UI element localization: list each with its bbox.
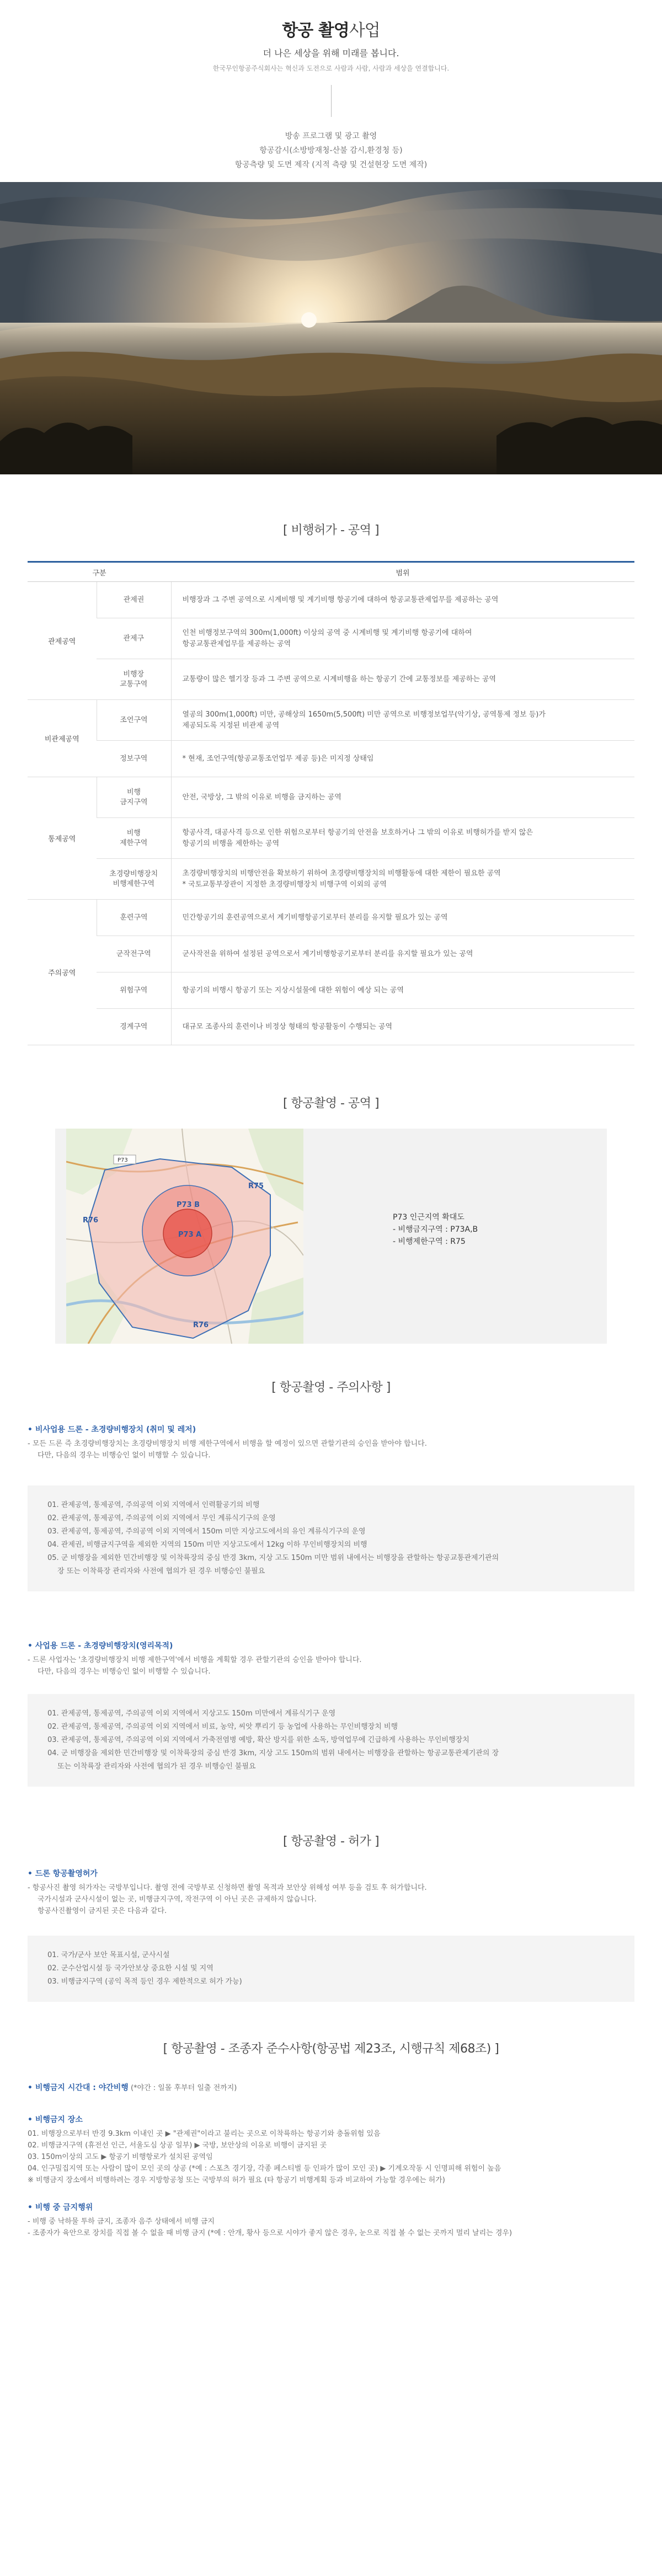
airspace-description: 군사작전을 위하여 설정된 공역으로서 계기비행항공기로부터 분리를 유지할 필요가 있는 공역 — [171, 936, 634, 972]
table-row — [28, 777, 634, 818]
list-item: 02. 관제공역, 통제공역, 주의공역 이외 지역에서 무인 계류식기구의 운영 — [47, 1514, 276, 1522]
commercial-exceptions-box — [28, 1694, 634, 1787]
map-label-p73b: P73 B — [177, 1201, 200, 1209]
airspace-subtype: 위험구역 — [97, 972, 171, 1009]
airspace-description: 초경량비행장치의 비행안전을 확보하기 위하여 초경량비행장치의 비행활동에 대한 제한이 필요한 공역 * 국토교통부장관이 지정한 초경량비행장치 비행구역 이외의 공역 — [171, 859, 634, 900]
noncommercial-drone-heading: • 비사업용 드론 - 초경량비행장치 (취미 및 레저) — [28, 1425, 196, 1434]
list-item: 03. 관제공역, 통제공역, 주의공역 이외 지역에서 가축전염병 예방, 확산 방지를 위한 소독, 방역업무에 긴급하게 사용하는 무인비행장치 — [47, 1736, 469, 1744]
airspace-subtype: 비행 금지구역 — [97, 777, 171, 818]
commercial-drone-text-2: 다만, 다음의 경우는 비행승인 없이 비행할 수 있습니다. — [38, 1668, 211, 1676]
list-item: 02. 비행금지구역 (휴전선 인근, 서울도심 상공 일부) ▶ 국방, 보안상의 이유로 비행이 금지된 곳 — [28, 2141, 327, 2150]
list-item: 04. 관제권, 비행금지구역을 제외한 지역의 150m 미만 지상고도에서 12kg 이하 무인비행장치의 비행 — [47, 1541, 367, 1549]
section-title-operator-rules: [ 항공촬영 - 조종자 준수사항(항공법 제23조, 시행규칙 제68조) ] — [163, 2042, 499, 2056]
airspace-subtype: 정보구역 — [97, 741, 171, 777]
map-label-r75: R75 — [248, 1182, 264, 1190]
airspace-table-wrapper — [28, 561, 634, 1045]
list-item: ※ 비행금지 장소에서 비행하려는 경우 지방항공청 또는 국방부의 허가 필요 (타 항공기 비행계획 등과 비교하여 가능할 경우에는 허가) — [28, 2176, 445, 2184]
commercial-drone-text-1: - 드론 사업자는 '초경량비행장치 비행 제한구역'에서 비행을 계획할 경우 관할기관의 승인을 받아야 합니다. — [28, 1656, 362, 1664]
list-item: 또는 이착륙장 관리자와 사전에 협의가 된 경우 비행승인 불필요 — [57, 1762, 256, 1771]
permission-heading: • 드론 항공촬영허가 — [28, 1869, 98, 1878]
prohibited-places-heading: • 비행금지 장소 — [28, 2115, 83, 2124]
list-item: 02. 군수산업시설 등 국가안보상 중요한 시설 및 지역 — [47, 1964, 213, 1973]
table-row — [28, 618, 634, 659]
section-title-precautions: [ 항공촬영 - 주의사항 ] — [271, 1381, 391, 1394]
airspace-description: 인천 비행정보구역의 300m(1,000ft) 이상의 공역 중 시계비행 및 계기비행 항공기에 대하여 항공교통관제업무를 제공하는 공역 — [171, 618, 634, 659]
airspace-description: 대규모 조종사의 훈련이나 비정상 형태의 항공활동이 수행되는 공역 — [171, 1009, 634, 1045]
landscape-photo — [0, 182, 662, 474]
permission-text-2: 국가시설과 군사시설이 없는 곳, 비행금지구역, 작전구역 이 아닌 곳은 규제하지 않습니다. — [38, 1895, 317, 1904]
operator-rules-block — [28, 2082, 634, 2239]
map-label-p73a: P73 A — [178, 1231, 202, 1239]
list-item: 04. 군 비행장을 제외한 민간비행장 및 이착륙장의 중심 반경 3km, 지상 고도 150m의 범위 내에서는 비행장을 관할하는 항공교통관제기관의 장 — [47, 1749, 499, 1757]
page-description: 한국무인항공주식회사는 혁신과 도전으로 사람과 사람, 사람과 세상을 연결합니다. — [212, 65, 450, 72]
table-row — [28, 700, 634, 741]
list-item: - 조종자가 육안으로 장치를 직접 볼 수 없을 때 비행 금지 (*예 : 안개, 황사 등으로 시야가 좋지 않은 경우, 눈으로 직접 볼 수 없는 곳까지 멀리 날리는 경우) — [28, 2229, 512, 2237]
airspace-subtype: 군작전구역 — [97, 936, 171, 972]
noncommercial-drone-text-2: 다만, 다음의 경우는 비행승인 없이 비행할 수 있습니다. — [38, 1451, 211, 1460]
airspace-description: 열공의 300m(1,000ft) 미만, 공해상의 1650m(5,500ft) 미만 공역으로 비행정보업무(악기상, 공역통제 정보 등)가 제공되도록 지정된 비관제 공역 — [171, 700, 634, 741]
noncommercial-drone-text-1: - 모든 드론 즉 초경량비행장치는 초경량비행장치 비행 제한구역에서 비행을 할 예정이 있으면 관할기관의 승인을 받아야 합니다. — [28, 1440, 427, 1448]
header-divider — [331, 85, 332, 117]
table-row — [28, 900, 634, 936]
list-item: 01. 관제공역, 통제공역, 주의공역 이외 지역에서 인력활공기의 비행 — [47, 1501, 260, 1509]
airspace-category: 통제공역 — [28, 777, 97, 900]
list-item: 05. 군 비행장을 제외한 민간비행장 및 이착륙장의 중심 반경 3km, 지상 고도 150m 미만 범위 내에서는 비행장을 관할하는 항공교통관제기관의 — [47, 1554, 499, 1562]
list-item: 01. 국가/군사 보안 목표시설, 군사시설 — [47, 1951, 170, 1959]
page-title-light: 사업 — [349, 21, 380, 40]
map-legend-restricted: - 비행제한구역 : R75 — [393, 1237, 466, 1246]
table-row — [28, 859, 634, 900]
permission-text-1: - 항공사진 촬영 허가자는 국방부입니다. 촬영 전에 국방부로 신청하면 촬영 목적과 보안상 위해성 여부 등을 검토 후 허가합니다. — [28, 1884, 427, 1892]
table-row — [28, 818, 634, 859]
permission-text-3: 항공사진촬영이 금지된 곳은 다음과 같다. — [38, 1907, 167, 1915]
in-flight-prohibitions-heading: • 비행 중 금지행위 — [28, 2203, 93, 2212]
airspace-subtype: 초경량비행장치 비행제한구역 — [97, 859, 171, 900]
permission-block — [28, 1868, 634, 2002]
airspace-category: 비관제공역 — [28, 700, 97, 777]
table-row — [28, 659, 634, 700]
table-row — [28, 741, 634, 777]
list-item: - 비행 중 낙하물 투하 금지, 조종자 음주 상태에서 비행 금지 — [28, 2217, 215, 2226]
list-item: 04. 인구밀집지역 또는 사람이 많이 모인 곳의 상공 (*예 : 스포츠 경기장, 각종 페스티벌 등 인파가 많이 모인 곳) ▶ 기계오작동 시 인명피해 위험이 높음 — [28, 2165, 501, 2173]
section-title-airspace: [ 비행허가 - 공역 ] — [282, 523, 380, 537]
list-item: 장 또는 이착륙장 관리자와 사전에 협의가 된 경우 비행승인 불필요 — [57, 1567, 265, 1575]
night-flight-heading: • 비행금지 시간대 : 야간비행 — [28, 2083, 129, 2092]
table-row — [28, 936, 634, 972]
airspace-description: 항공사격, 대공사격 등으로 인한 위험으로부터 항공기의 안전을 보호하거나 그 밖의 이유로 비행허가를 받지 않은 항공기의 비행을 제한하는 공역 — [171, 818, 634, 859]
table-row — [28, 582, 634, 618]
airspace-table-body — [28, 582, 634, 1045]
table-row — [28, 972, 634, 1009]
map-legend — [393, 1211, 478, 1248]
airspace-description: * 현재, 조언구역(항공교통조언업무 제공 등)은 미지정 상태임 — [171, 741, 634, 777]
map-label-r76-south: R76 — [193, 1321, 209, 1329]
map-legend-title: P73 인근지역 확대도 — [393, 1213, 465, 1222]
service-line-2: 항공감시(소방방재청-산불 감시,환경청 등) — [259, 146, 403, 155]
airspace-description: 민간항공기의 훈련공역으로서 계기비행항공기로부터 분리를 유지할 필요가 있는 공역 — [171, 900, 634, 936]
restricted-places-box — [28, 1936, 634, 2002]
map-legend-prohibited: - 비행금지구역 : P73A,B — [393, 1225, 478, 1234]
noncommercial-exceptions-box — [28, 1485, 634, 1591]
airspace-map-panel — [55, 1129, 607, 1344]
commercial-drone-heading: • 사업용 드론 - 초경량비행장치(영리목적) — [28, 1642, 173, 1650]
airspace-subtype: 경계구역 — [97, 1009, 171, 1045]
airspace-subtype: 비행 제한구역 — [97, 818, 171, 859]
service-line-3: 항공측량 및 도면 제작 (지적 측량 및 건설현장 도면 제작) — [234, 161, 428, 169]
page-subtitle: 더 나은 세상을 위해 미래를 봅니다. — [263, 48, 399, 58]
airspace-description: 교통량이 많은 헬기장 등과 그 주변 공역으로 시계비행을 하는 항공기 간에 교통정보를 제공하는 공역 — [171, 659, 634, 700]
list-item: 01. 관제공역, 통제공역, 주의공역 이외 지역에서 지상고도 150m 미만에서 계류식기구 운영 — [47, 1709, 336, 1718]
list-item: 02. 관제공역, 통제공역, 주의공역 이외 지역에서 비료, 농약, 씨앗 뿌리기 등 농업에 사용하는 무인비행장치 비행 — [47, 1723, 398, 1731]
airspace-category: 관제공역 — [28, 582, 97, 700]
service-line-1: 방송 프로그램 및 광고 촬영 — [285, 132, 377, 141]
airspace-subtype: 관제구 — [97, 618, 171, 659]
airspace-subtype: 관제권 — [97, 582, 171, 618]
page-title — [0, 17, 662, 41]
noncommercial-drone-block — [28, 1424, 634, 1591]
night-flight-note: (*야간 : 일몰 후부터 일출 전까지) — [130, 2084, 237, 2092]
airspace-description: 항공기의 비행시 항공기 또는 지상시설물에 대한 위험이 예상 되는 공역 — [171, 972, 634, 1009]
table-header-category: 구분 — [28, 562, 171, 582]
airspace-table — [28, 561, 634, 1045]
airspace-description: 안전, 국방상, 그 밖의 이유로 비행을 금지하는 공역 — [171, 777, 634, 818]
table-header-row — [28, 562, 634, 582]
map-label-p73: P73 — [118, 1157, 128, 1163]
commercial-drone-block — [28, 1640, 634, 1787]
airspace-map — [66, 1129, 303, 1344]
airspace-description: 비행장과 그 주변 공역으로 시계비행 및 계기비행 항공기에 대하여 항공교통관제업무를 제공하는 공역 — [171, 582, 634, 618]
airspace-subtype: 훈련구역 — [97, 900, 171, 936]
airspace-subtype: 조언구역 — [97, 700, 171, 741]
list-item: 03. 비행금지구역 (공익 목적 등인 경우 제한적으로 허가 가능) — [47, 1978, 242, 1986]
night-flight-rule — [28, 2082, 634, 2094]
intro-header — [0, 0, 662, 182]
page-title-bold: 항공 촬영 — [282, 21, 349, 40]
list-item: 03. 관제공역, 통제공역, 주의공역 이외 지역에서 150m 미만 지상고도에서의 유인 계류식기구의 운영 — [47, 1527, 366, 1536]
table-header-range: 범위 — [171, 562, 634, 582]
section-title-map: [ 항공촬영 - 공역 ] — [282, 1097, 380, 1110]
list-item: 03. 150m이상의 고도 ▶ 항공기 비행항로가 설치된 공역임 — [28, 2153, 213, 2161]
airspace-category: 주의공역 — [28, 900, 97, 1045]
airspace-subtype: 비행장 교통구역 — [97, 659, 171, 700]
table-row — [28, 1009, 634, 1045]
map-label-r76-west: R76 — [83, 1216, 99, 1225]
list-item: 01. 비행장으로부터 반경 9.3km 이내인 곳 ▶ "관제권"이라고 불리는 곳으로 이착륙하는 항공기와 충돌위험 있음 — [28, 2130, 381, 2138]
section-title-permission: [ 항공촬영 - 허가 ] — [282, 1835, 380, 1848]
